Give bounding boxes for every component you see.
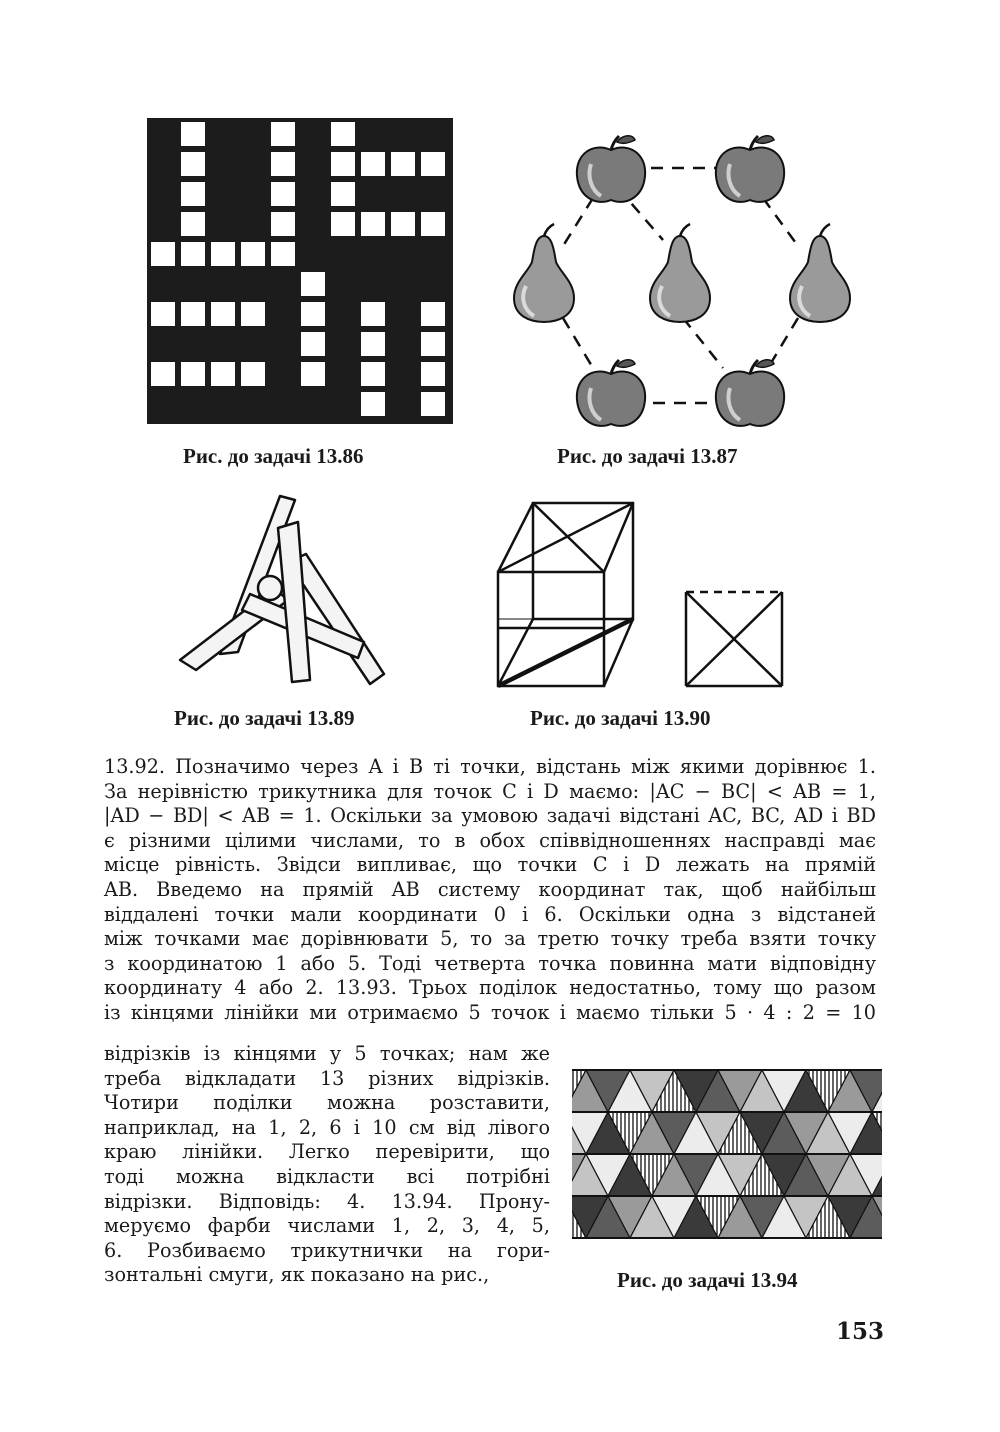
caption-13-87: Рис. до задачі 13.87	[557, 444, 738, 468]
figure-13-94	[572, 1066, 882, 1252]
cube-and-square-image	[495, 500, 790, 690]
text-line: місце рівність. Звідси випливає, що точки C і D лежать на прямій	[104, 853, 876, 877]
text-line: AB. Введемо на прямій AB систему координат так, щоб найбільш	[104, 877, 876, 901]
text-line: зонтальні смуги, як показано на рис.,	[104, 1263, 490, 1287]
caption-13-90: Рис. до задачі 13.90	[530, 706, 711, 730]
text-line: віддалені точки мали координати 0 і 6. Оскільки одна з відстаней	[104, 902, 876, 926]
text-line: наприклад, на 1, 2, 6 і 10 см від лівого	[104, 1115, 550, 1139]
text-line: відрізків із кінцями у 5 точках; нам же	[104, 1042, 550, 1065]
text-line: За нерівністю трикутника для точок C і D маємо: |AC − BC| < AB = 1,	[104, 779, 876, 803]
text-line: меруємо фарби числами 1, 2, 3, 4, 5,	[104, 1214, 550, 1238]
fruit-hexagon-image	[508, 128, 858, 428]
caption-13-86: Рис. до задачі 13.86	[183, 444, 364, 468]
solution-text	[104, 755, 876, 1026]
text-line: |AD − BD| < AB = 1. Оскільки за умовою задачі відстані AC, BC, AD і BD	[104, 804, 876, 828]
figure-13-89	[170, 492, 405, 692]
figure-13-86	[147, 118, 453, 424]
solution-text-narrow	[104, 1042, 550, 1288]
caption-13-89: Рис. до задачі 13.89	[174, 706, 355, 730]
figure-13-90	[495, 500, 790, 690]
text-line: Чотири поділки можна розставити,	[104, 1091, 550, 1115]
caption-13-94: Рис. до задачі 13.94	[617, 1268, 798, 1292]
text-line: 6. Розбиваємо трикутнички на гори-	[104, 1238, 550, 1262]
page-number: 153	[836, 1318, 885, 1345]
figure-13-87	[508, 128, 858, 428]
text-line: координату 4 або 2. 13.93. Трьох поділок недостатньо, тому що разом	[104, 976, 876, 1000]
text-line: відрізки. Відповідь: 4. 13.94. Прону-	[104, 1189, 550, 1213]
text-line: краю лінійки. Легко перевірити, що	[104, 1140, 550, 1164]
text-line: є різними цілими числами, то в обох співвідношеннях насправді має	[104, 828, 876, 852]
sticks-structure-image	[170, 492, 405, 692]
triangle-tiling-image	[572, 1066, 882, 1252]
text-line: з координатою 1 або 5. Тоді четверта точка повинна мати відповідну	[104, 951, 876, 975]
text-line: тоді можна відкласти всі потрібні	[104, 1164, 550, 1188]
text-line: треба відкладати 13 різних відрізків.	[104, 1066, 550, 1090]
grid-puzzle-image	[147, 118, 453, 424]
text-line: між точками має дорівнювати 5, то за третю точку треба взяти точку	[104, 927, 876, 951]
text-line: 13.92. Позначимо через A і B ті точки, відстань між якими дорівнює 1.	[104, 755, 876, 778]
text-line: із кінцями лінійки ми отримаємо 5 точок і маємо тільки 5 · 4 : 2 = 10	[104, 1000, 876, 1024]
